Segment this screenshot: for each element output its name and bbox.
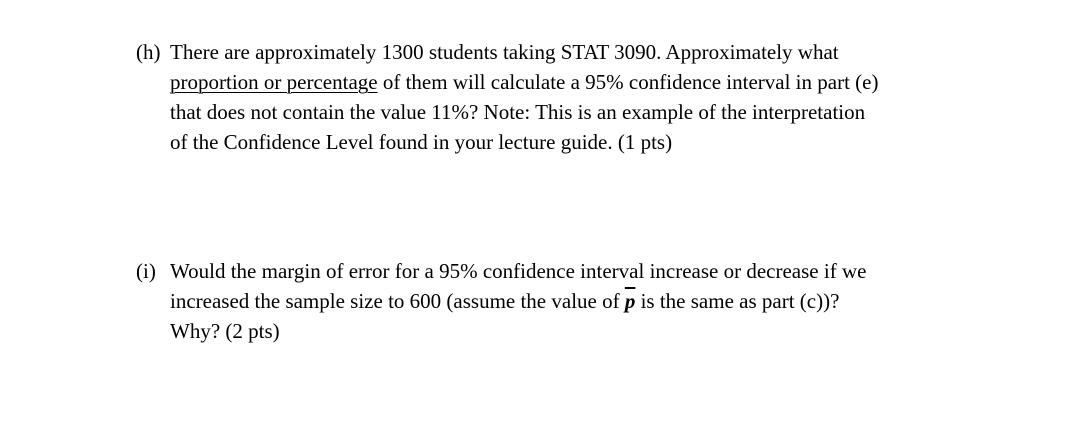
question-i-label: (i) — [136, 259, 156, 283]
question-h-label: (h) — [136, 40, 161, 64]
question-h-line-3: that does not contain the value 11%? Note: This is an example of the interpretation — [170, 100, 866, 124]
question-h-line-2-rest: of them will calculate a 95% confidence interval in part (e) — [377, 70, 879, 94]
question-i-line-1: Would the margin of error for a 95% confidence interval increase or decrease if we — [170, 259, 867, 283]
question-h-line-4: of the Confidence Level found in your lecture guide. (1 pts) — [170, 130, 673, 154]
question-i-line-2-before: increased the sample size to 600 (assume the value of — [170, 289, 625, 313]
question-i-text — [170, 256, 1036, 346]
p-bar-symbol: $\overline{p}$ — [624, 289, 636, 313]
question-i-line-3: Why? (2 pts) — [170, 319, 280, 343]
question-i-line-2-after: is the same as part (c))? — [635, 289, 840, 313]
underlined-phrase: proportion or percentage — [170, 70, 378, 94]
question-h-text — [170, 37, 1036, 157]
question-i — [136, 256, 1036, 346]
question-i-line-2 — [170, 286, 1036, 316]
question-h — [136, 37, 1036, 157]
question-h-line-2 — [170, 67, 1036, 97]
question-h-line-1: There are approximately 1300 students taking STAT 3090. Approximately what — [170, 40, 839, 64]
